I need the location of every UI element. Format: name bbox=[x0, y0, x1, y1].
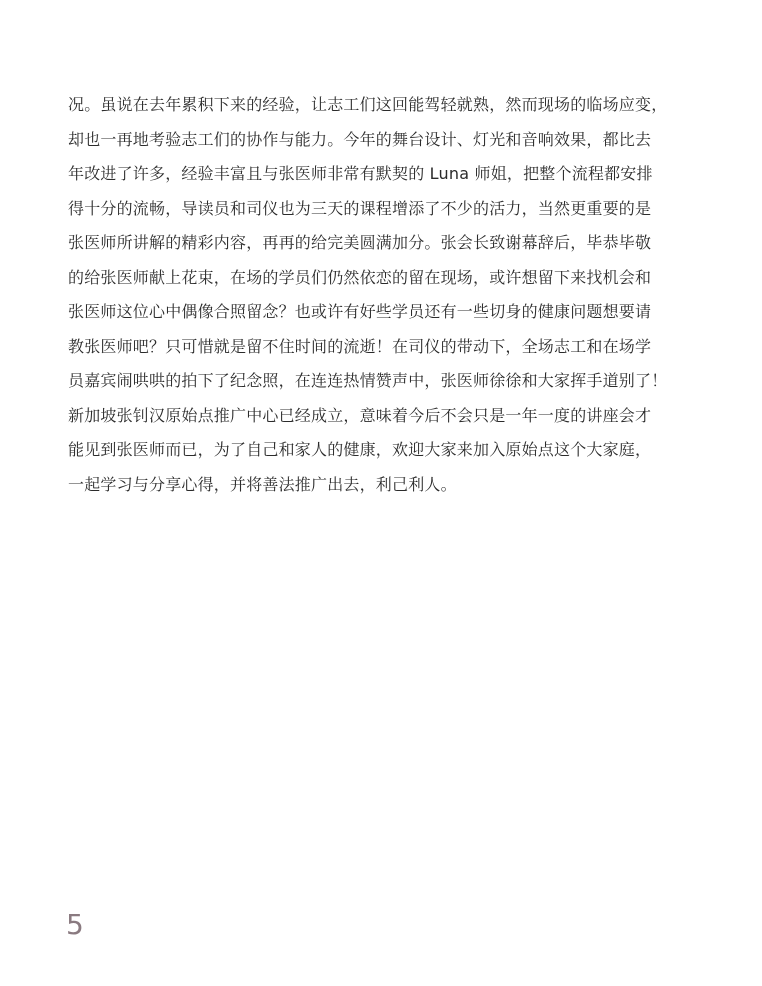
text-line: 教张医师吧？只可惜就是留不住时间的流逝！在司仪的带动下，全场志工和在场学 bbox=[68, 336, 652, 356]
text-line: 却也一再地考验志工们的协作与能力。今年的舞台设计、灯光和音响效果，都比去 bbox=[68, 129, 652, 149]
body-paragraph bbox=[68, 88, 708, 502]
text-line: 得十分的流畅，导读员和司仪也为三天的课程增添了不少的活力，当然更重要的是 bbox=[68, 198, 652, 218]
text-line: 张医师这位心中偶像合照留念？也或许有好些学员还有一些切身的健康问题想要请 bbox=[68, 302, 652, 321]
text-line: 新加坡张钊汉原始点推广中心已经成立，意味着今后不会只是一年一度的讲座会才 bbox=[68, 405, 652, 425]
text-line: 张医师所讲解的精彩内容，再再的给完美圆满加分。张会长致谢幕辞后，毕恭毕敬 bbox=[68, 233, 652, 252]
text-line: 年改进了许多，经验丰富且与张医师非常有默契的 Luna 师姐，把整个流程都安排 bbox=[68, 164, 653, 183]
page-number: 5 bbox=[66, 908, 84, 941]
text-line: 能见到张医师而已，为了自己和家人的健康，欢迎大家来加入原始点这个大家庭， bbox=[68, 440, 652, 459]
text-line: 的给张医师献上花束，在场的学员们仍然依恋的留在现场，或许想留下来找机会和 bbox=[68, 267, 652, 287]
text-line: 况。虽说在去年累积下来的经验，让志工们这回能驾轻就熟，然而现场的临场应变， bbox=[68, 95, 668, 114]
text-line: 一起学习与分享心得，并将善法推广出去，利己利人。 bbox=[68, 474, 457, 494]
text-line: 员嘉宾闹哄哄的拍下了纪念照，在连连热情赞声中，张医师徐徐和大家挥手道别了！ bbox=[68, 371, 668, 390]
